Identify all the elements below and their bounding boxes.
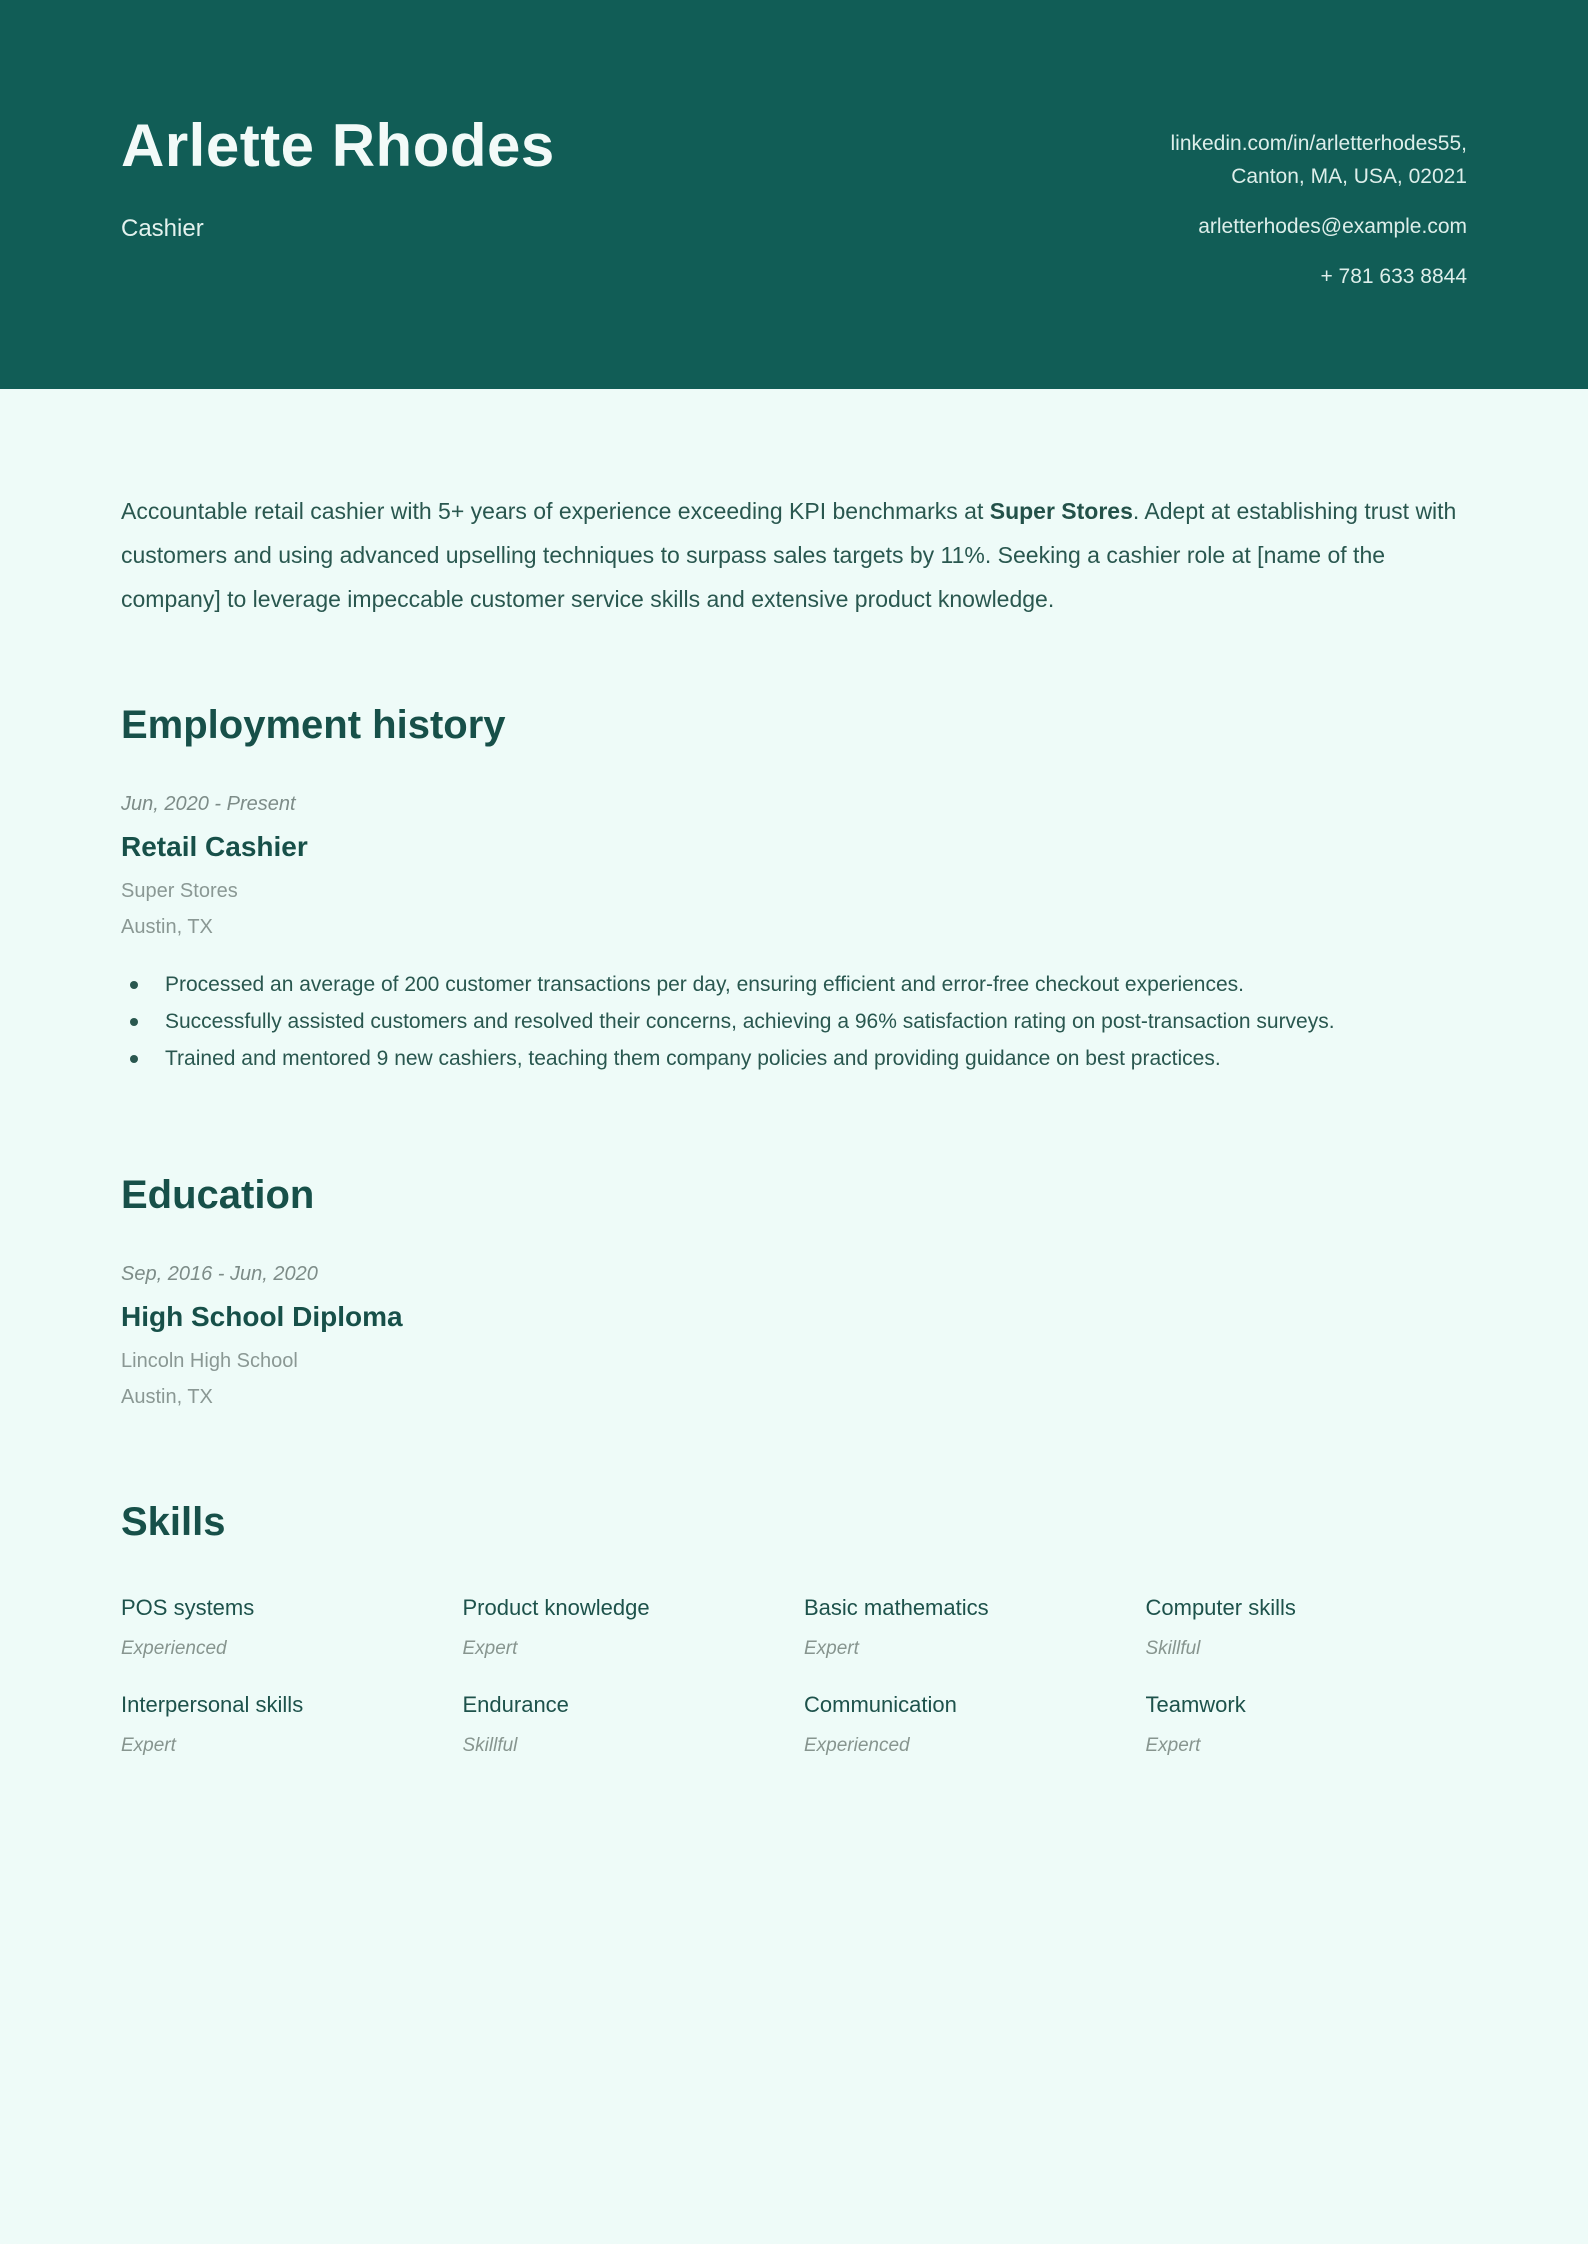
employment-history-heading: Employment history [121, 703, 506, 747]
skill-name: Teamwork [1145, 1692, 1246, 1717]
employment-employer: Super Stores [121, 880, 238, 902]
contact-email-group [1170, 210, 1467, 243]
contact-email: arletterhodes@example.com [1198, 215, 1467, 238]
skills-heading: Skills [121, 1500, 226, 1544]
skill-name: Endurance [462, 1692, 569, 1717]
skill-level: Expert [462, 1638, 518, 1659]
summary-text-1: Accountable retail cashier with 5+ years of experience exceeding KPI benchmarks at [121, 498, 990, 524]
education-heading: Education [121, 1173, 315, 1217]
achievement-item: Trained and mentored 9 new cashiers, teaching them company policies and providing guidance on best practices. [121, 1040, 1467, 1077]
education-entry [121, 1261, 1467, 1410]
skill-level: Skillful [462, 1735, 518, 1756]
skill-level: Expert [804, 1638, 859, 1659]
candidate-job-title: Cashier [121, 215, 204, 242]
section-education [121, 1171, 1467, 1410]
skill-name: Product knowledge [462, 1595, 650, 1620]
contact-block [1170, 113, 1467, 310]
contact-phone-group [1170, 260, 1467, 293]
skill-item [463, 1594, 785, 1661]
profile-summary [121, 489, 1467, 621]
skills-grid [121, 1594, 1467, 1758]
skill-level: Skillful [1145, 1638, 1201, 1659]
skill-item [121, 1594, 443, 1661]
skill-item [804, 1594, 1126, 1661]
summary-bold-employer: Super Stores [989, 498, 1133, 524]
skill-item [121, 1691, 443, 1758]
achievement-item: Processed an average of 200 customer transactions per day, ensuring efficient and error-free checkout experiences. [121, 966, 1467, 1003]
employment-achievements-list [121, 966, 1467, 1077]
achievement-item: Successfully assisted customers and resolved their concerns, achieving a 96% satisfaction rating on post-transaction surveys. [121, 1003, 1467, 1040]
identity-block [121, 113, 555, 243]
employment-job-title: Retail Cashier [121, 831, 308, 862]
summary-text-2: . Adept at establishing trust with customers and using advanced upselling techniques to surpass sales targets by 11%. Seeking a cashier role at [name of the company] to leverage impeccable customer service skills and extensive product knowledge. [121, 498, 1457, 612]
skill-level: Expert [121, 1735, 176, 1756]
employment-location: Austin, TX [121, 916, 213, 938]
contact-phone: + 781 633 8844 [1320, 265, 1467, 288]
education-location: Austin, TX [121, 1386, 213, 1408]
skill-name: Communication [804, 1692, 957, 1717]
skill-item [1146, 1594, 1468, 1661]
candidate-name: Arlette Rhodes [121, 112, 555, 179]
contact-address: Canton, MA, USA, 02021 [1231, 165, 1467, 188]
education-degree: High School Diploma [121, 1301, 403, 1332]
skill-level: Expert [1145, 1735, 1201, 1756]
skill-item [1146, 1691, 1468, 1758]
resume-body [0, 489, 1588, 1758]
skill-item [463, 1691, 785, 1758]
contact-address-group [1170, 127, 1467, 193]
skill-name: POS systems [121, 1595, 255, 1620]
contact-linkedin: linkedin.com/in/arletterhodes55, [1170, 132, 1467, 155]
skill-name: Interpersonal skills [121, 1692, 304, 1717]
section-employment-history [121, 701, 1467, 1077]
skill-item [804, 1691, 1126, 1758]
skill-name: Computer skills [1145, 1595, 1296, 1620]
skill-name: Basic mathematics [804, 1595, 989, 1620]
employment-entry [121, 791, 1467, 1077]
skill-level: Experienced [804, 1735, 910, 1756]
skill-level: Experienced [121, 1638, 227, 1659]
resume-header [0, 0, 1588, 389]
education-dates: Sep, 2016 - Jun, 2020 [121, 1263, 318, 1285]
education-school: Lincoln High School [121, 1350, 298, 1372]
employment-dates: Jun, 2020 - Present [121, 793, 296, 815]
section-skills [121, 1498, 1467, 1758]
